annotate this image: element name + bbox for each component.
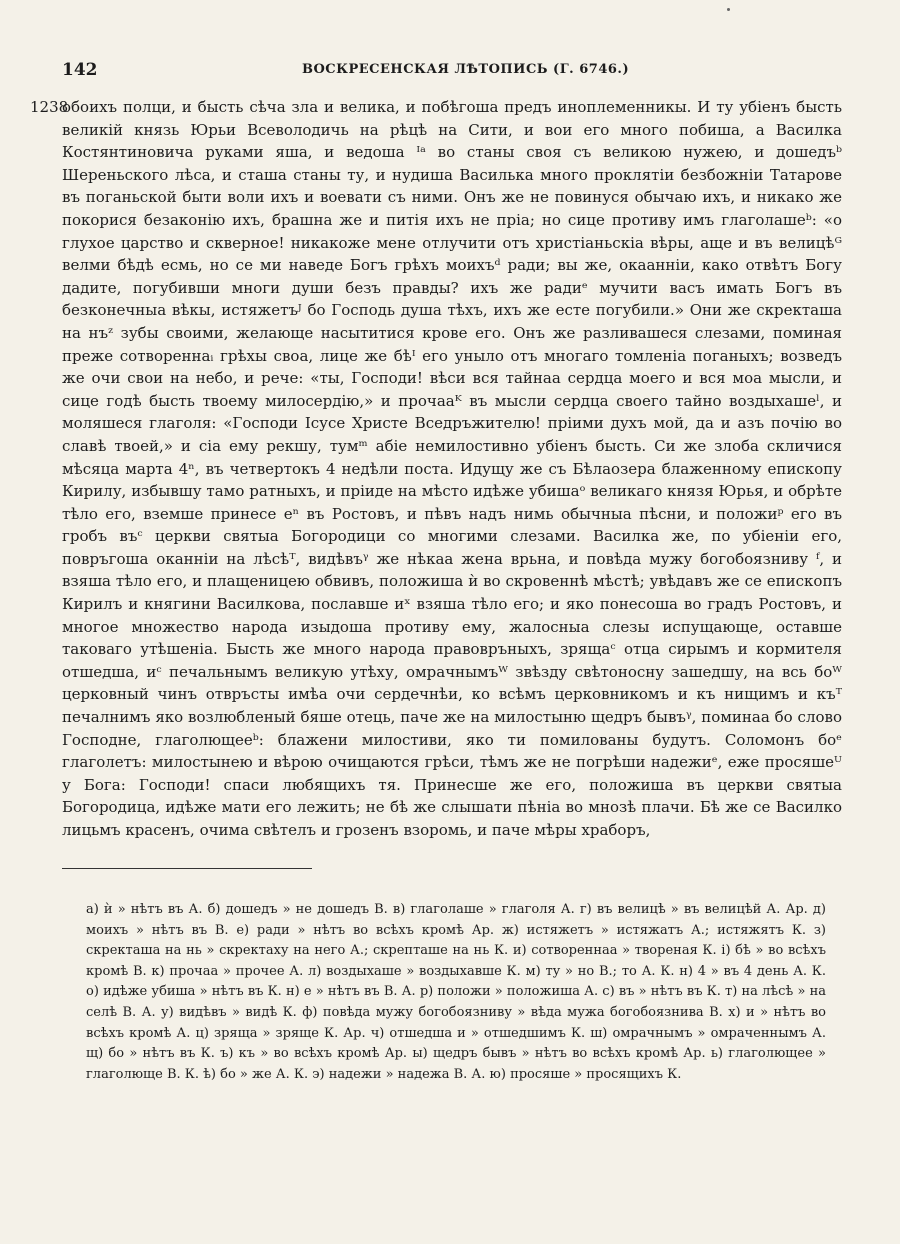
year-margin-note: 1238 <box>30 98 69 116</box>
footnotes-text: а) ѝ » нѣтъ въ А. б) дошедъ » не дошедъ В. в) глаголаше » глаголя А. г) въ велицѣ » въ велицѣй А. Ар. д) моихъ » нѣтъ въ В. е) ради » нѣтъ во всѣхъ кромѣ Ар. ж) истяжетъ » истяжатъ А.; истяжятъ К. з) скректаша на нь » скректаху на него А.; скрепташе на нь К. и) сотвореннаа » твореная К. і) бѣ » во всѣхъ кромѣ В. к) прочаа » прочее А. л) воздыхаше » воздыхавше К. м) ту » но В.; то А. К. н) 4 » въ 4 день А. К. о) идѣже убиша » нѣтъ въ К. н) е » нѣтъ въ В. А. р) положи » положиша А. с) въ » нѣтъ въ К. т) на лѣсѣ » на селѣ В. А. у) видѣвъ » видѣ К. ф) повѣда мужу богобоязниву » вѣда мужа богобоязнива В. х) и » нѣтъ во всѣхъ кромѣ А. ц) зряща » зряще К. Ар. ч) отшедша и » отшедшимъ К. ш) омрачнымъ » омраченнымъ А. щ) бо » нѣтъ въ К. ъ) къ » во всѣхъ кромѣ Ар. ы) щедръ бывъ » нѣтъ во всѣхъ кромѣ Ар. ь) глаголющее » глаголюще В. К. ѣ) бо » же А. К. э) надежи » надежа В. А. ю) просяше » просящихъ К. <box>86 902 826 1082</box>
page-header <box>62 60 832 84</box>
footnote-divider <box>62 868 312 869</box>
footnotes <box>86 900 826 1085</box>
running-title: ВОСКРЕСЕНСКАЯ ЛѢТОПИСЬ (Г. 6746.) <box>302 62 630 77</box>
main-text <box>62 96 842 842</box>
page-number: 142 <box>62 60 98 80</box>
speck-dot <box>727 8 730 11</box>
main-paragraph: обоихъ полци, и бысть сѣча зла и велика, и побѣгоша предъ иноплеменникы. И ту убіенъ бысть великій князь Юрьи Всеволодичь на рѣцѣ на Сити, и вои его много побиша, а Василка Костянтиновича руками яша, и ведоша ᴵᵃ во станы своя съ великою нужею, и дошедъᵇ Шереньского лѣса, и сташа станы ту, и нудиша Василька много проклятіи безбожніи Татарове въ поганьской быти воли ихъ и воевати съ ними. Онъ же не повинуся обычаю ихъ, и никако же покорися безаконію ихъ, брашна же и питія ихъ не пріа; но сице противу имъ глаголашеᵇ: «о глухое царство и скверное! никакоже мене отлучити отъ христіаньскіа вѣры, аще и въ велицѣᴳ велми бѣдѣ есмь, но се ми наведе Богъ грѣхъ моихъᵈ ради; вы же, окаанніи, како отвѣтъ Богу дадите, погубивши многи души безъ правды? ихъ же радиᵉ мучити васъ имать Богъ въ безконечныа вѣкы, истяжетъᴶ бо Господь душа тѣхъ, ихъ же есте погубили.» Они же скректаша на нъᶻ зубы своими, желающе насытитися крове его. Онъ же разливашеся слезами, поминая преже сотвореннаᵢ грѣхы своа, лице же бѣᴵ его уныло отъ многаго томленіа поганыхъ; возведъ же очи свои на небо, и рече: «ты, Господи! вѣси вся тайнаа сердца моего и вся моа мысли, и сице годѣ бысть твоему милосердію,» и прочааᴷ въ мысли сердца своего тайно воздыхашеˡ, и моляшеся глаголя: «Господи Ісусе Христе Вседръжителю! пріими духъ мой, да и азъ почію во славѣ твоей,» и сіа ему рекшу, тумᵐ абіе немилостивно убіенъ бысть. Си же злоба скличися мѣсяца марта 4ⁿ, въ четвертокъ 4 недѣли поста. Идущу же съ Бѣлаозера блаженному епископу Кирилу, избывшу тамо ратныхъ, и пріиде на мѣсто идѣже убишаᵒ великаго князя Юрья, и обрѣте тѣло его, вземше принесе еⁿ въ Ростовъ, и пѣвъ надъ нимь обычныа пѣсни, и положиᵖ его въ гробъ въᶜ церкви святыа Богородици со многими слезами. Василка же, по убіеніи его, повръгоша оканніи на лѣсѣᵀ, видѣвъᵞ же нѣкаа жена врьна, и повѣда мужу богобоязниву ᶠ, и взяша тѣло его, и плащеницею обвивъ, положиша ѝ во скровеннѣ мѣстѣ; увѣдавъ же се епископъ Кирилъ и княгини Василкова, пославше иˣ взяша тѣло его; и яко понесоша во градъ Ростовъ, и многое множество народа изыдоша противу ему, жалосныа слезы испущающе, оставше таковаго утѣшеніа. Бысть же много народа правовръныхъ, зрящаᶜ отца сирымъ и кормителя отшедша, иᶜ печальнымъ великую утѣху, омрачнымъᵂ звѣзду свѣтоносну зашедшу, на всь боᵂ церковный чинъ отвръсты имѣа очи сердечнѣи, ко всѣмъ церковникомъ и къ нищимъ и къᵀ печалнимъ яко возлюбленый бяше отець, паче же на милостыню щедръ бывъᵞ, поминаа бо слово Господне, глаголющееᵇ: блажени милостиви, яко ти помилованы будутъ. Соломонъ боᵉ глаголетъ: милостынею и вѣрою очищаются грѣси, тѣмъ же не погрѣши надежиᵉ, еже просяшеᵁ у Бога: Господи! спаси любящихъ тя. Принесше же его, положиша въ церкви святыа Богородица, идѣже мати его лежить; не бѣ же слышати пѣніа во мнозѣ плачи. Бѣ же се Василко лицьмъ красенъ, очима свѣтелъ и грозенъ взоромь, и паче мѣры храборъ, <box>62 98 842 839</box>
